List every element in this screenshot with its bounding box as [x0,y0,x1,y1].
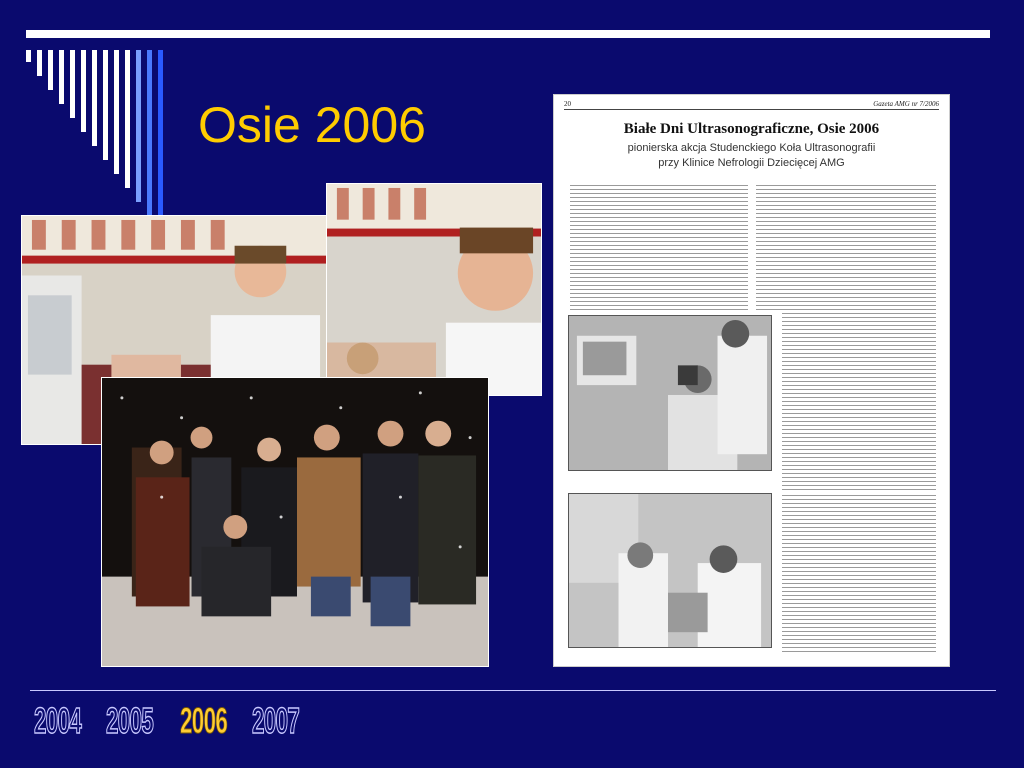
article-photo-lab [568,315,772,471]
year-link-2007[interactable]: 2007 [252,700,300,741]
article-page-number: 20 [564,100,571,108]
photo-icon [102,378,488,666]
article-text-column-right [756,183,936,311]
article-text-column-right-lower [782,311,936,491]
year-link-2006[interactable]: 2006 [180,700,228,741]
top-rule [26,30,990,38]
slide-title: Osie 2006 [198,97,426,153]
bottom-rule [30,690,996,691]
year-link-2004[interactable]: 2004 [34,700,82,741]
article-text-column-right-bottom [782,493,936,653]
photo-icon [569,494,771,647]
photo-group-night [101,377,489,667]
article-subtitle-2: przy Klinice Nefrologii Dziecięcej AMG [658,157,845,169]
article-title: Białe Dni Ultrasonograficzne, Osie 2006 [623,121,880,137]
article-photo-workshop [568,493,772,648]
article-subtitle-1: pionierska akcja Studenckiego Koła Ultrasonografii [627,142,876,154]
year-link-2005[interactable]: 2005 [106,700,154,741]
article-magazine-name: Gazeta AMG nr 7/2006 [873,100,939,108]
photo-icon [327,184,541,395]
photo-icon [569,316,771,470]
article-header [564,100,939,110]
magazine-article [553,94,950,667]
photo-student-portrait [326,183,542,396]
article-text-column-left [570,183,748,311]
